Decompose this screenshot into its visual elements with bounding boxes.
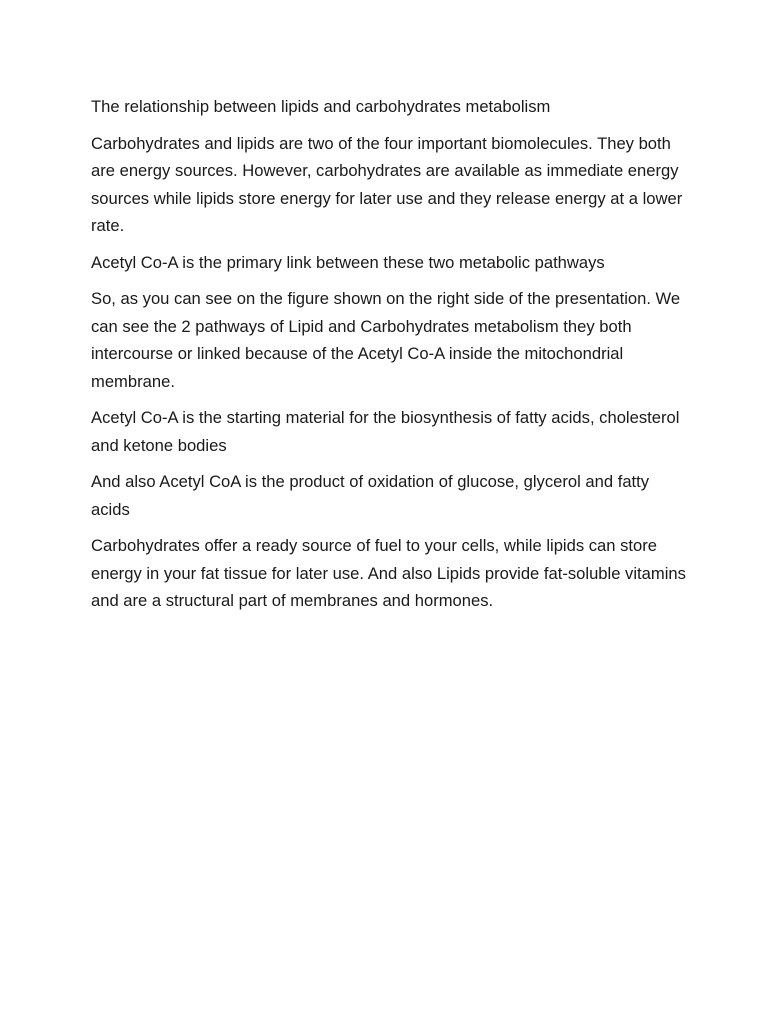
paragraph-figure-explanation: So, as you can see on the figure shown on the right side of the presentation. We can see the 2 pathways of Lipid and Carbohydrates metabolism they both intercourse or linked because of the Acetyl Co-A inside the mitochondrial membrane. [91, 289, 681, 391]
paragraph-oxidation-product: And also Acetyl CoA is the product of oxidation of glucose, glycerol and fatty acids [91, 472, 650, 519]
paragraph-energy-sources: Carbohydrates and lipids are two of the four important biomolecules. They both are energy sources. However, carbohydrates are available as immediate energy sources while lipids store energy for later use and they release energy at a lower rate. [91, 133, 683, 235]
paragraph-primary-link: Acetyl Co-A is the primary link between these two metabolic pathways [91, 252, 605, 272]
document-title: The relationship between lipids and carbohydrates metabolism [91, 97, 551, 116]
paragraph-biosynthesis: Acetyl Co-A is the starting material for the biosynthesis of fatty acids, cholesterol and ketone bodies [91, 408, 680, 455]
document-body [91, 93, 691, 624]
paragraph-fuel-and-storage: Carbohydrates offer a ready source of fuel to your cells, while lipids can store energy in your fat tissue for later use. And also Lipids provide fat-soluble vitamins and are a structural part of membranes and hormones. [91, 536, 686, 610]
